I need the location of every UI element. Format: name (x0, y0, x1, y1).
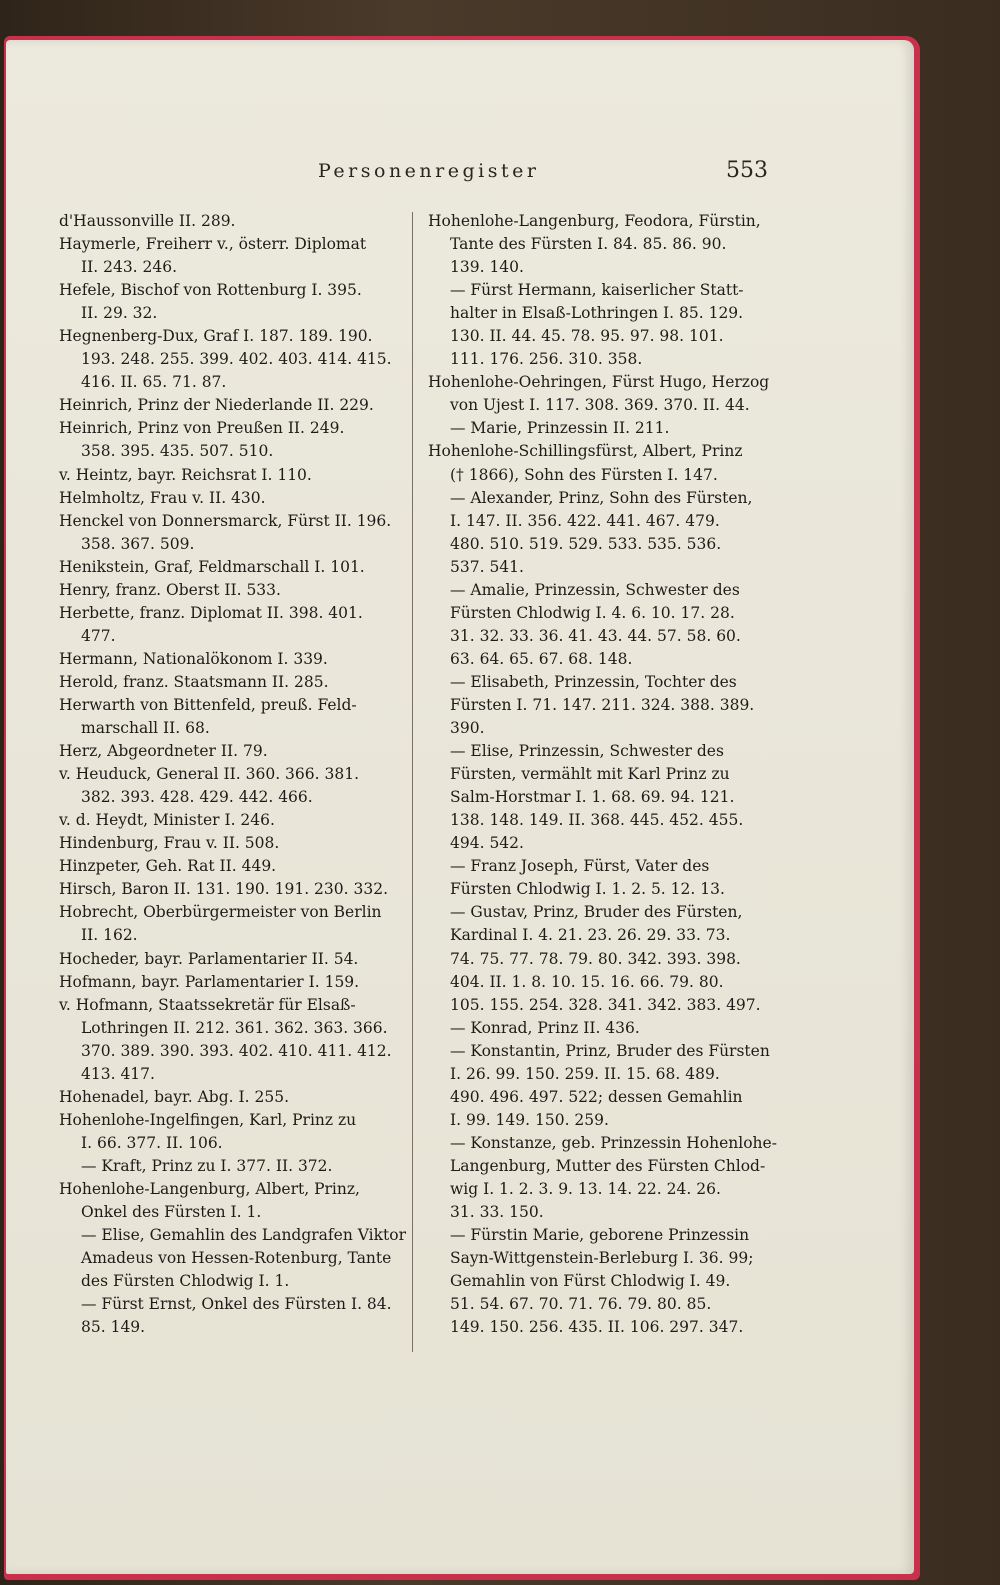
index-entry-continuation: († 1866), Sohn des Fürsten I. 147. (450, 465, 718, 484)
index-entry: Hinzpeter, Geh. Rat II. 449. (59, 857, 277, 876)
index-entry-continuation: — Konstanze, geb. Prinzessin Hohenlohe- (450, 1133, 777, 1152)
index-entry-continuation: 63. 64. 65. 67. 68. 148. (450, 649, 633, 668)
index-entry-continuation: 382. 393. 428. 429. 442. 466. (81, 788, 313, 807)
index-entry: Hocheder, bayr. Parlamentarier II. 54. (59, 949, 359, 968)
index-entry-continuation: Fürsten Chlodwig I. 1. 2. 5. 12. 13. (450, 880, 725, 899)
index-entry-continuation: Lothringen II. 212. 361. 362. 363. 366. (81, 1018, 388, 1037)
index-entry-continuation: — Amalie, Prinzessin, Schwester des (450, 580, 740, 599)
index-entry-continuation: — Elise, Prinzessin, Schwester des (450, 742, 724, 761)
index-entry-continuation: 149. 150. 256. 435. II. 106. 297. 347. (450, 1318, 744, 1337)
index-entry-continuation: von Ujest I. 117. 308. 369. 370. II. 44. (450, 396, 750, 415)
running-header: Personenregister (318, 160, 540, 182)
index-entry-continuation: 404. II. 1. 8. 10. 15. 16. 66. 79. 80. (450, 972, 724, 991)
index-entry-continuation: halter in Elsaß-Lothringen I. 85. 129. (450, 304, 744, 323)
index-entry-continuation: Sayn-Wittgenstein-Berleburg I. 36. 99; (450, 1249, 754, 1268)
index-entry-continuation: Kardinal I. 4. 21. 23. 26. 29. 33. 73. (450, 926, 731, 945)
index-entry-continuation: 193. 248. 255. 399. 402. 403. 414. 415. (81, 350, 392, 369)
index-entry-continuation: 139. 140. (450, 258, 524, 277)
index-entry-continuation: 31. 32. 33. 36. 41. 43. 44. 57. 58. 60. (450, 626, 741, 645)
index-entry-continuation: I. 26. 99. 150. 259. II. 15. 68. 489. (450, 1064, 720, 1083)
index-entry-continuation: 416. II. 65. 71. 87. (81, 373, 227, 392)
index-entry-continuation: — Konstantin, Prinz, Bruder des Fürsten (450, 1041, 770, 1060)
index-entry-continuation: Fürsten, vermählt mit Karl Prinz zu (450, 765, 730, 784)
index-entry-continuation: 74. 75. 77. 78. 79. 80. 342. 393. 398. (450, 949, 741, 968)
index-entry-continuation: 494. 542. (450, 834, 524, 853)
index-entry-continuation: Langenburg, Mutter des Fürsten Chlod- (450, 1156, 766, 1175)
index-entry-continuation: 537. 541. (450, 557, 524, 576)
index-entry-continuation: Amadeus von Hessen-Rotenburg, Tante (81, 1249, 392, 1268)
index-entry: Herwarth von Bittenfeld, preuß. Feld- (59, 695, 357, 714)
index-entry-continuation: — Elisabeth, Prinzessin, Tochter des (450, 672, 737, 691)
index-entry-continuation: 358. 395. 435. 507. 510. (81, 442, 274, 461)
index-entry: Heinrich, Prinz der Niederlande II. 229. (59, 396, 374, 415)
index-entry-continuation: 130. II. 44. 45. 78. 95. 97. 98. 101. (450, 327, 724, 346)
index-entry: Haymerle, Freiherr v., österr. Diplomat (59, 235, 367, 254)
index-entry-continuation: — Kraft, Prinz zu I. 377. II. 372. (81, 1156, 333, 1175)
index-entry-continuation: 358. 367. 509. (81, 534, 195, 553)
index-entry: Heinrich, Prinz von Preußen II. 249. (59, 419, 345, 438)
index-entry: Hofmann, bayr. Parlamentarier I. 159. (59, 972, 360, 991)
index-entry-continuation: Fürsten Chlodwig I. 4. 6. 10. 17. 28. (450, 603, 735, 622)
index-entry: Hohenlohe-Oehringen, Fürst Hugo, Herzog (428, 373, 770, 392)
index-entry-continuation: Salm-Horstmar I. 1. 68. 69. 94. 121. (450, 788, 735, 807)
index-entry: Hefele, Bischof von Rottenburg I. 395. (59, 281, 362, 300)
page-number: 553 (726, 158, 768, 183)
index-entry-continuation: II. 243. 246. (81, 258, 178, 277)
index-entry-continuation: 413. 417. (81, 1064, 155, 1083)
index-entry-continuation: — Marie, Prinzessin II. 211. (450, 419, 670, 438)
index-entry: Hindenburg, Frau v. II. 508. (59, 834, 280, 853)
index-entry-continuation: 105. 155. 254. 328. 341. 342. 383. 497. (450, 995, 761, 1014)
index-entry: v. d. Heydt, Minister I. 246. (59, 811, 275, 830)
index-entry-continuation: — Fürst Hermann, kaiserlicher Statt- (450, 281, 744, 300)
index-entry: Hohenlohe-Langenburg, Albert, Prinz, (59, 1179, 360, 1198)
index-entry-continuation: 111. 176. 256. 310. 358. (450, 350, 643, 369)
index-entry-continuation: — Gustav, Prinz, Bruder des Fürsten, (450, 903, 743, 922)
index-entry-continuation: — Franz Joseph, Fürst, Vater des (450, 857, 710, 876)
index-entry-continuation: marschall II. 68. (81, 719, 210, 738)
index-entry-continuation: — Elise, Gemahlin des Landgrafen Viktor (81, 1226, 406, 1245)
index-entry-continuation: I. 147. II. 356. 422. 441. 467. 479. (450, 511, 720, 530)
index-entry-continuation: I. 66. 377. II. 106. (81, 1133, 223, 1152)
index-entry-continuation: 138. 148. 149. II. 368. 445. 452. 455. (450, 811, 744, 830)
index-column-left (59, 210, 404, 1339)
index-entry: v. Heuduck, General II. 360. 366. 381. (59, 765, 360, 784)
index-entry: Helmholtz, Frau v. II. 430. (59, 488, 266, 507)
index-entry-continuation: wig I. 1. 2. 3. 9. 13. 14. 22. 24. 26. (450, 1179, 721, 1198)
index-entry: Henry, franz. Oberst II. 533. (59, 580, 281, 599)
index-entry: v. Heintz, bayr. Reichsrat I. 110. (59, 465, 312, 484)
index-entry-continuation: — Alexander, Prinz, Sohn des Fürsten, (450, 488, 753, 507)
index-entry: Herz, Abgeordneter II. 79. (59, 742, 268, 761)
index-entry-continuation: II. 162. (81, 926, 138, 945)
index-entry: Henikstein, Graf, Feldmarschall I. 101. (59, 557, 365, 576)
index-entry-continuation: — Fürst Ernst, Onkel des Fürsten I. 84. (81, 1295, 392, 1314)
index-entry: Hegnenberg-Dux, Graf I. 187. 189. 190. (59, 327, 373, 346)
index-entry-continuation: 490. 496. 497. 522; dessen Gemahlin (450, 1087, 743, 1106)
index-column-right (428, 210, 777, 1339)
index-entry: Hermann, Nationalökonom I. 339. (59, 649, 328, 668)
index-entry-continuation: Fürsten I. 71. 147. 211. 324. 388. 389. (450, 695, 755, 714)
index-entry-continuation: 51. 54. 67. 70. 71. 76. 79. 80. 85. (450, 1295, 712, 1314)
index-entry-continuation: 390. (450, 719, 485, 738)
index-entry: Hohenlohe-Ingelfingen, Karl, Prinz zu (59, 1110, 357, 1129)
index-entry-continuation: Tante des Fürsten I. 84. 85. 86. 90. (450, 235, 727, 254)
index-entry-continuation: — Konrad, Prinz II. 436. (450, 1018, 640, 1037)
index-entry-continuation: 31. 33. 150. (450, 1203, 544, 1222)
index-entry-continuation: — Fürstin Marie, geborene Prinzessin (450, 1226, 750, 1245)
index-entry-continuation: 480. 510. 519. 529. 533. 535. 536. (450, 534, 722, 553)
index-entry-continuation: Onkel des Fürsten I. 1. (81, 1203, 262, 1222)
column-divider (412, 212, 413, 1352)
index-entry-continuation: 477. (81, 626, 116, 645)
index-entry: Hirsch, Baron II. 131. 190. 191. 230. 332. (59, 880, 389, 899)
index-entry: Herold, franz. Staatsmann II. 285. (59, 672, 329, 691)
index-entry: v. Hofmann, Staatssekretär für Elsaß- (59, 995, 356, 1014)
index-entry: Hohenadel, bayr. Abg. I. 255. (59, 1087, 289, 1106)
index-entry: Hohenlohe-Schillingsfürst, Albert, Prinz (428, 442, 743, 461)
index-entry-continuation: I. 99. 149. 150. 259. (450, 1110, 609, 1129)
index-entry: Hobrecht, Oberbürgermeister von Berlin (59, 903, 382, 922)
index-entry: d'Haussonville II. 289. (59, 212, 236, 230)
index-entry-continuation: 85. 149. (81, 1318, 146, 1337)
index-entry: Henckel von Donnersmarck, Fürst II. 196. (59, 511, 392, 530)
index-entry-continuation: des Fürsten Chlodwig I. 1. (81, 1272, 290, 1291)
index-entry: Herbette, franz. Diplomat II. 398. 401. (59, 603, 363, 622)
index-entry: Hohenlohe-Langenburg, Feodora, Fürstin, (428, 212, 761, 230)
index-entry-continuation: Gemahlin von Fürst Chlodwig I. 49. (450, 1272, 731, 1291)
index-entry-continuation: 370. 389. 390. 393. 402. 410. 411. 412. (81, 1041, 392, 1060)
index-entry-continuation: II. 29. 32. (81, 304, 158, 323)
